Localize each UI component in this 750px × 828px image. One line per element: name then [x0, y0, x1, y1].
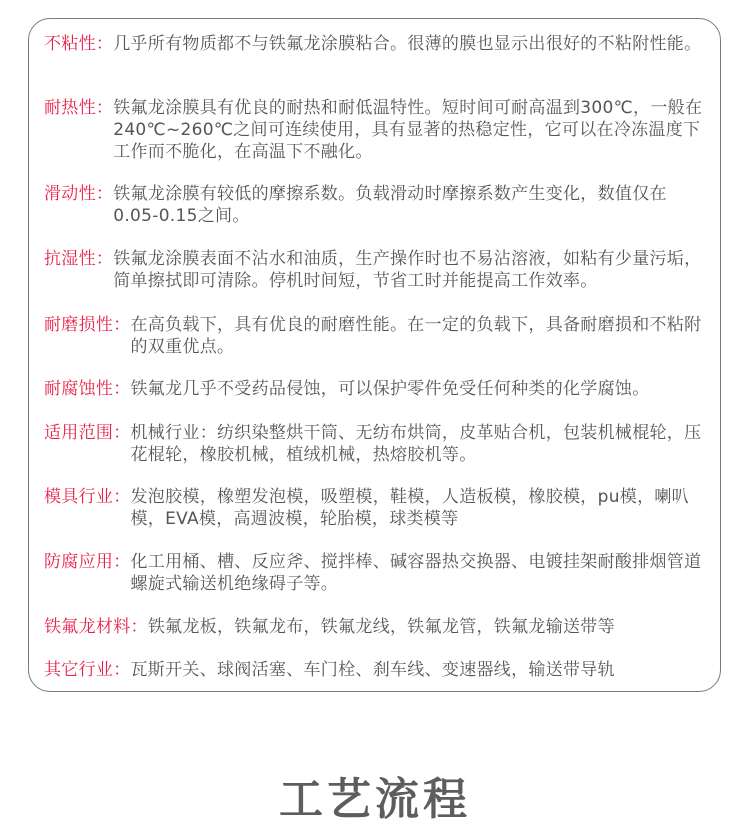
property-label: 滑动性：: [44, 184, 114, 204]
property-label: 其它行业：: [44, 660, 131, 680]
property-other-industries: [44, 659, 706, 681]
property-label: 抗湿性：: [44, 249, 114, 269]
property-non-stick: [44, 33, 706, 55]
property-label: 适用范围：: [44, 423, 131, 443]
property-moisture-resistance: [44, 248, 706, 292]
property-label: 耐磨损性：: [44, 315, 131, 335]
property-heat-resistance: [44, 97, 706, 163]
property-label: 防腐应用：: [44, 552, 131, 572]
property-corrosion-resistance: [44, 378, 706, 400]
property-label: 不粘性：: [44, 34, 114, 54]
property-text: 铁氟龙涂膜有较低的摩擦系数。负载滑动时摩擦系数产生变化，数值仅在0.05-0.15之间。: [113, 184, 667, 226]
property-text: 瓦斯开关、球阀活塞、车门栓、刹车线、变速器线，输送带导轨: [130, 660, 615, 680]
process-flow-title: 工艺流程: [279, 774, 471, 825]
property-sliding: [44, 183, 706, 227]
property-mold-industry: [44, 486, 706, 530]
property-text: 铁氟龙几乎不受药品侵蚀，可以保护零件免受任何种类的化学腐蚀。: [130, 379, 650, 399]
property-text: 化工用桶、槽、反应斧、搅拌棒、碱容器热交换器、电镀挂架耐酸排烟管道螺旋式输送机绝缘碍子等。: [130, 552, 702, 594]
property-text: 在高负载下，具有优良的耐磨性能。在一定的负载下，具备耐磨损和不粘附的双重优点。: [130, 315, 702, 357]
property-text: 几乎所有物质都不与铁氟龙涂膜粘合。很薄的膜也显示出很好的不粘附性能。: [113, 34, 702, 54]
properties-panel: [28, 18, 721, 692]
property-text: 铁氟龙涂膜具有优良的耐热和耐低温特性。短时间可耐高温到300℃，一般在240℃~260℃之间可连续使用，具有显著的热稳定性，它可以在冷冻温度下工作而不脆化，在高温下不融化。: [113, 98, 703, 162]
property-anticorrosion-application: [44, 551, 706, 595]
property-text: 发泡胶模，橡塑发泡模，吸塑模，鞋模，人造板模，橡胶模，pu模，喇叭模，EVA模，高週波模，轮胎模，球类模等: [130, 487, 689, 529]
property-label: 耐腐蚀性：: [44, 379, 131, 399]
property-text: 机械行业：纺织染整烘干筒、无纺布烘筒，皮革贴合机，包装机械棍轮，压花棍轮，橡胶机械，植绒机械，热熔胶机等。: [130, 423, 702, 465]
property-text: 铁氟龙涂膜表面不沾水和油质，生产操作时也不易沾溶液，如粘有少量污垢，简单擦拭即可清除。停机时间短，节省工时并能提高工作效率。: [113, 249, 702, 291]
property-label: 耐热性：: [44, 98, 114, 118]
property-teflon-materials: [44, 616, 706, 638]
property-application-scope: [44, 422, 706, 466]
property-text: 铁氟龙板，铁氟龙布，铁氟龙线，铁氟龙管，铁氟龙输送带等: [147, 617, 615, 637]
property-label: 铁氟龙材料：: [44, 617, 148, 637]
property-wear-resistance: [44, 314, 706, 358]
property-label: 模具行业：: [44, 487, 131, 507]
